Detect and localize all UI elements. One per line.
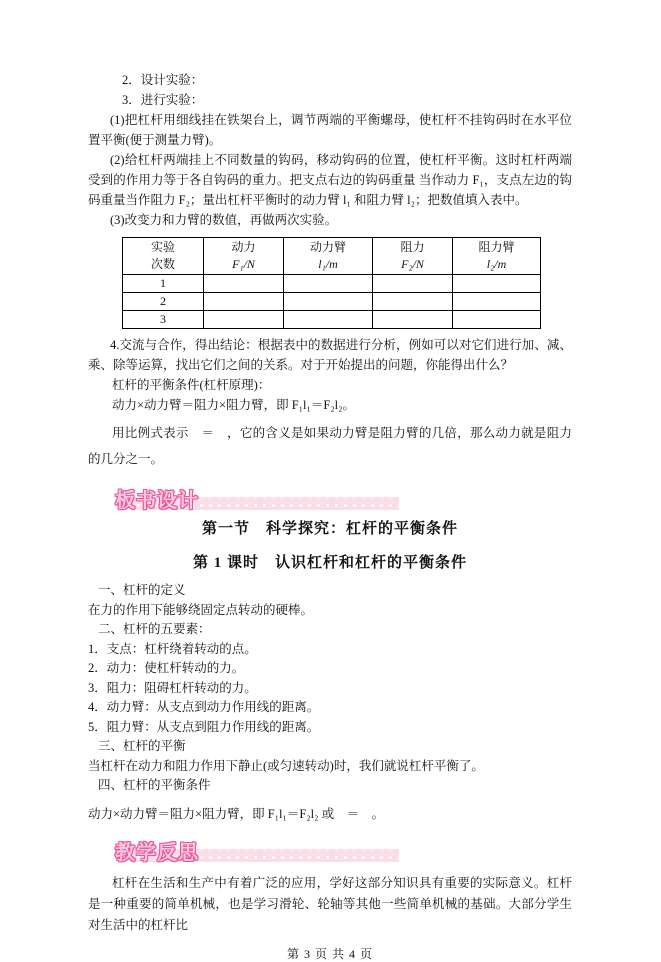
reflection-paragraph: 杠杆在生活和生产中有着广泛的应用，学好这部分知识具有重要的实际意义。杠杆是一种重要的简单机械，也是学习滑轮、轮轴等其他一些简单机械的基础。大部分学生对生活中的杠杆比 (88, 876, 572, 932)
balance-formula: 动力×动力臂＝阻力×阻力臂，即 F₁l₁＝F₂l₂。 (112, 398, 356, 412)
banner-teaching-reflection-label: 教学反思 (115, 842, 199, 864)
experiment-data-table (122, 237, 541, 329)
list-item: 3．阻力：阻碍杠杆转动的力。 (88, 680, 257, 695)
list-item: 2．动力：使杠杆转动的力。 (88, 661, 245, 675)
banner-board-design-label: 板书设计 (115, 490, 199, 512)
list-item: 四、杠杆的平衡条件 (98, 778, 211, 792)
table-row (123, 293, 541, 311)
procedure-3: (3)改变力和力臂的数值，再做两次实验。 (110, 213, 338, 227)
lesson-title: 第 1 课时 认识杠杆和杠杆的平衡条件 (192, 555, 467, 571)
table-cell-trial-number: 2 (123, 293, 204, 311)
list-item: 一、杠杆的定义 (98, 583, 186, 597)
list-item: 三、杠杆的平衡 (98, 739, 186, 753)
list-item: 1．支点：杠杆绕着转动的点。 (88, 641, 257, 656)
table-cell-empty (453, 275, 541, 293)
table-cell-empty (284, 293, 373, 311)
step-conclude: 4.交流与合作，得出结论：根据表中的数据进行分析，例如可以对它们进行加、减、乘、除等运算，找出它们之间的关系。对于开始提出的问题，你能得出什么？ (88, 338, 572, 372)
banner-board-design (115, 484, 555, 511)
table-cell-empty (204, 275, 284, 293)
table-cell-empty (373, 293, 453, 311)
table-cell-empty (204, 311, 284, 329)
section-title: 第一节 科学探究：杠杆的平衡条件 (201, 521, 458, 537)
table-header-row (123, 238, 541, 275)
table-header-effort: 动力 F₁/N (204, 238, 284, 275)
table-header-resistance: 阻力 F₂/N (373, 238, 453, 275)
table-cell-empty (373, 311, 453, 329)
table-cell-empty (284, 275, 373, 293)
list-item: 5．阻力臂：从支点到阻力作用线的距离。 (88, 719, 320, 734)
banner-teaching-reflection (115, 836, 555, 863)
conclusion-label: 杠杆的平衡条件(杠杆原理)： (112, 378, 271, 392)
list-item: 当杠杆在动力和阻力作用下静止(或匀速转动)时，我们就说杠杆平衡了。 (88, 758, 484, 773)
table-row (123, 275, 541, 293)
document-content (88, 70, 572, 962)
table-header-trial: 实验 次数 (123, 238, 204, 275)
table-cell-empty (284, 311, 373, 329)
ratio-note: 用比例式表示 ＝ ，它的含义是如果动力臂是阻力臂的几倍，那么动力就是阻力的几分之一。 (88, 426, 572, 466)
table-cell-trial-number: 3 (123, 311, 204, 329)
table-header-effort-arm: 动力臂 l₁/m (284, 238, 373, 275)
list-item: 二、杠杆的五要素： (98, 622, 211, 636)
table-cell-empty (453, 293, 541, 311)
table-cell-empty (453, 311, 541, 329)
table-cell-empty (373, 275, 453, 293)
balance-condition-formula: 动力×动力臂＝阻力×阻力臂，即 F₁l₁＝F₂l₂ 或 ＝ 。 (88, 806, 385, 821)
step-conduct-experiment: 3．进行实验： (122, 93, 204, 107)
table-header-resistance-arm: 阻力臂 l₂/m (453, 238, 541, 275)
step-design-experiment: 2．设计实验： (122, 73, 204, 87)
table-row (123, 311, 541, 329)
procedure-1: (1)把杠杆用细线挂在铁架台上，调节两端的平衡螺母，使杠杆不挂钩码时在水平位置平衡(便于测量力臂)。 (88, 113, 572, 147)
board-outline-list (88, 581, 572, 824)
table-cell-trial-number: 1 (123, 275, 204, 293)
page-number-indicator: 第 3 页 共 4 页 (286, 947, 373, 961)
list-item: 4．动力臂：从支点到动力作用线的距离。 (88, 700, 320, 714)
list-item: 在力的作用下能够绕固定点转动的硬棒。 (88, 602, 314, 617)
procedure-2: (2)给杠杆两端挂上不同数量的钩码，移动钩码的位置，使杠杆平衡。这时杠杆两端受到的作用力等于各自钩码的重力。把支点右边的钩码重量 当作动力 F₁，支点左边的钩码重量当作阻力 F₂；量出杠杆平衡时的动力臂 l₁ 和阻力臂 l₂；把数值填入表中。 (88, 153, 572, 207)
table-cell-empty (204, 293, 284, 311)
